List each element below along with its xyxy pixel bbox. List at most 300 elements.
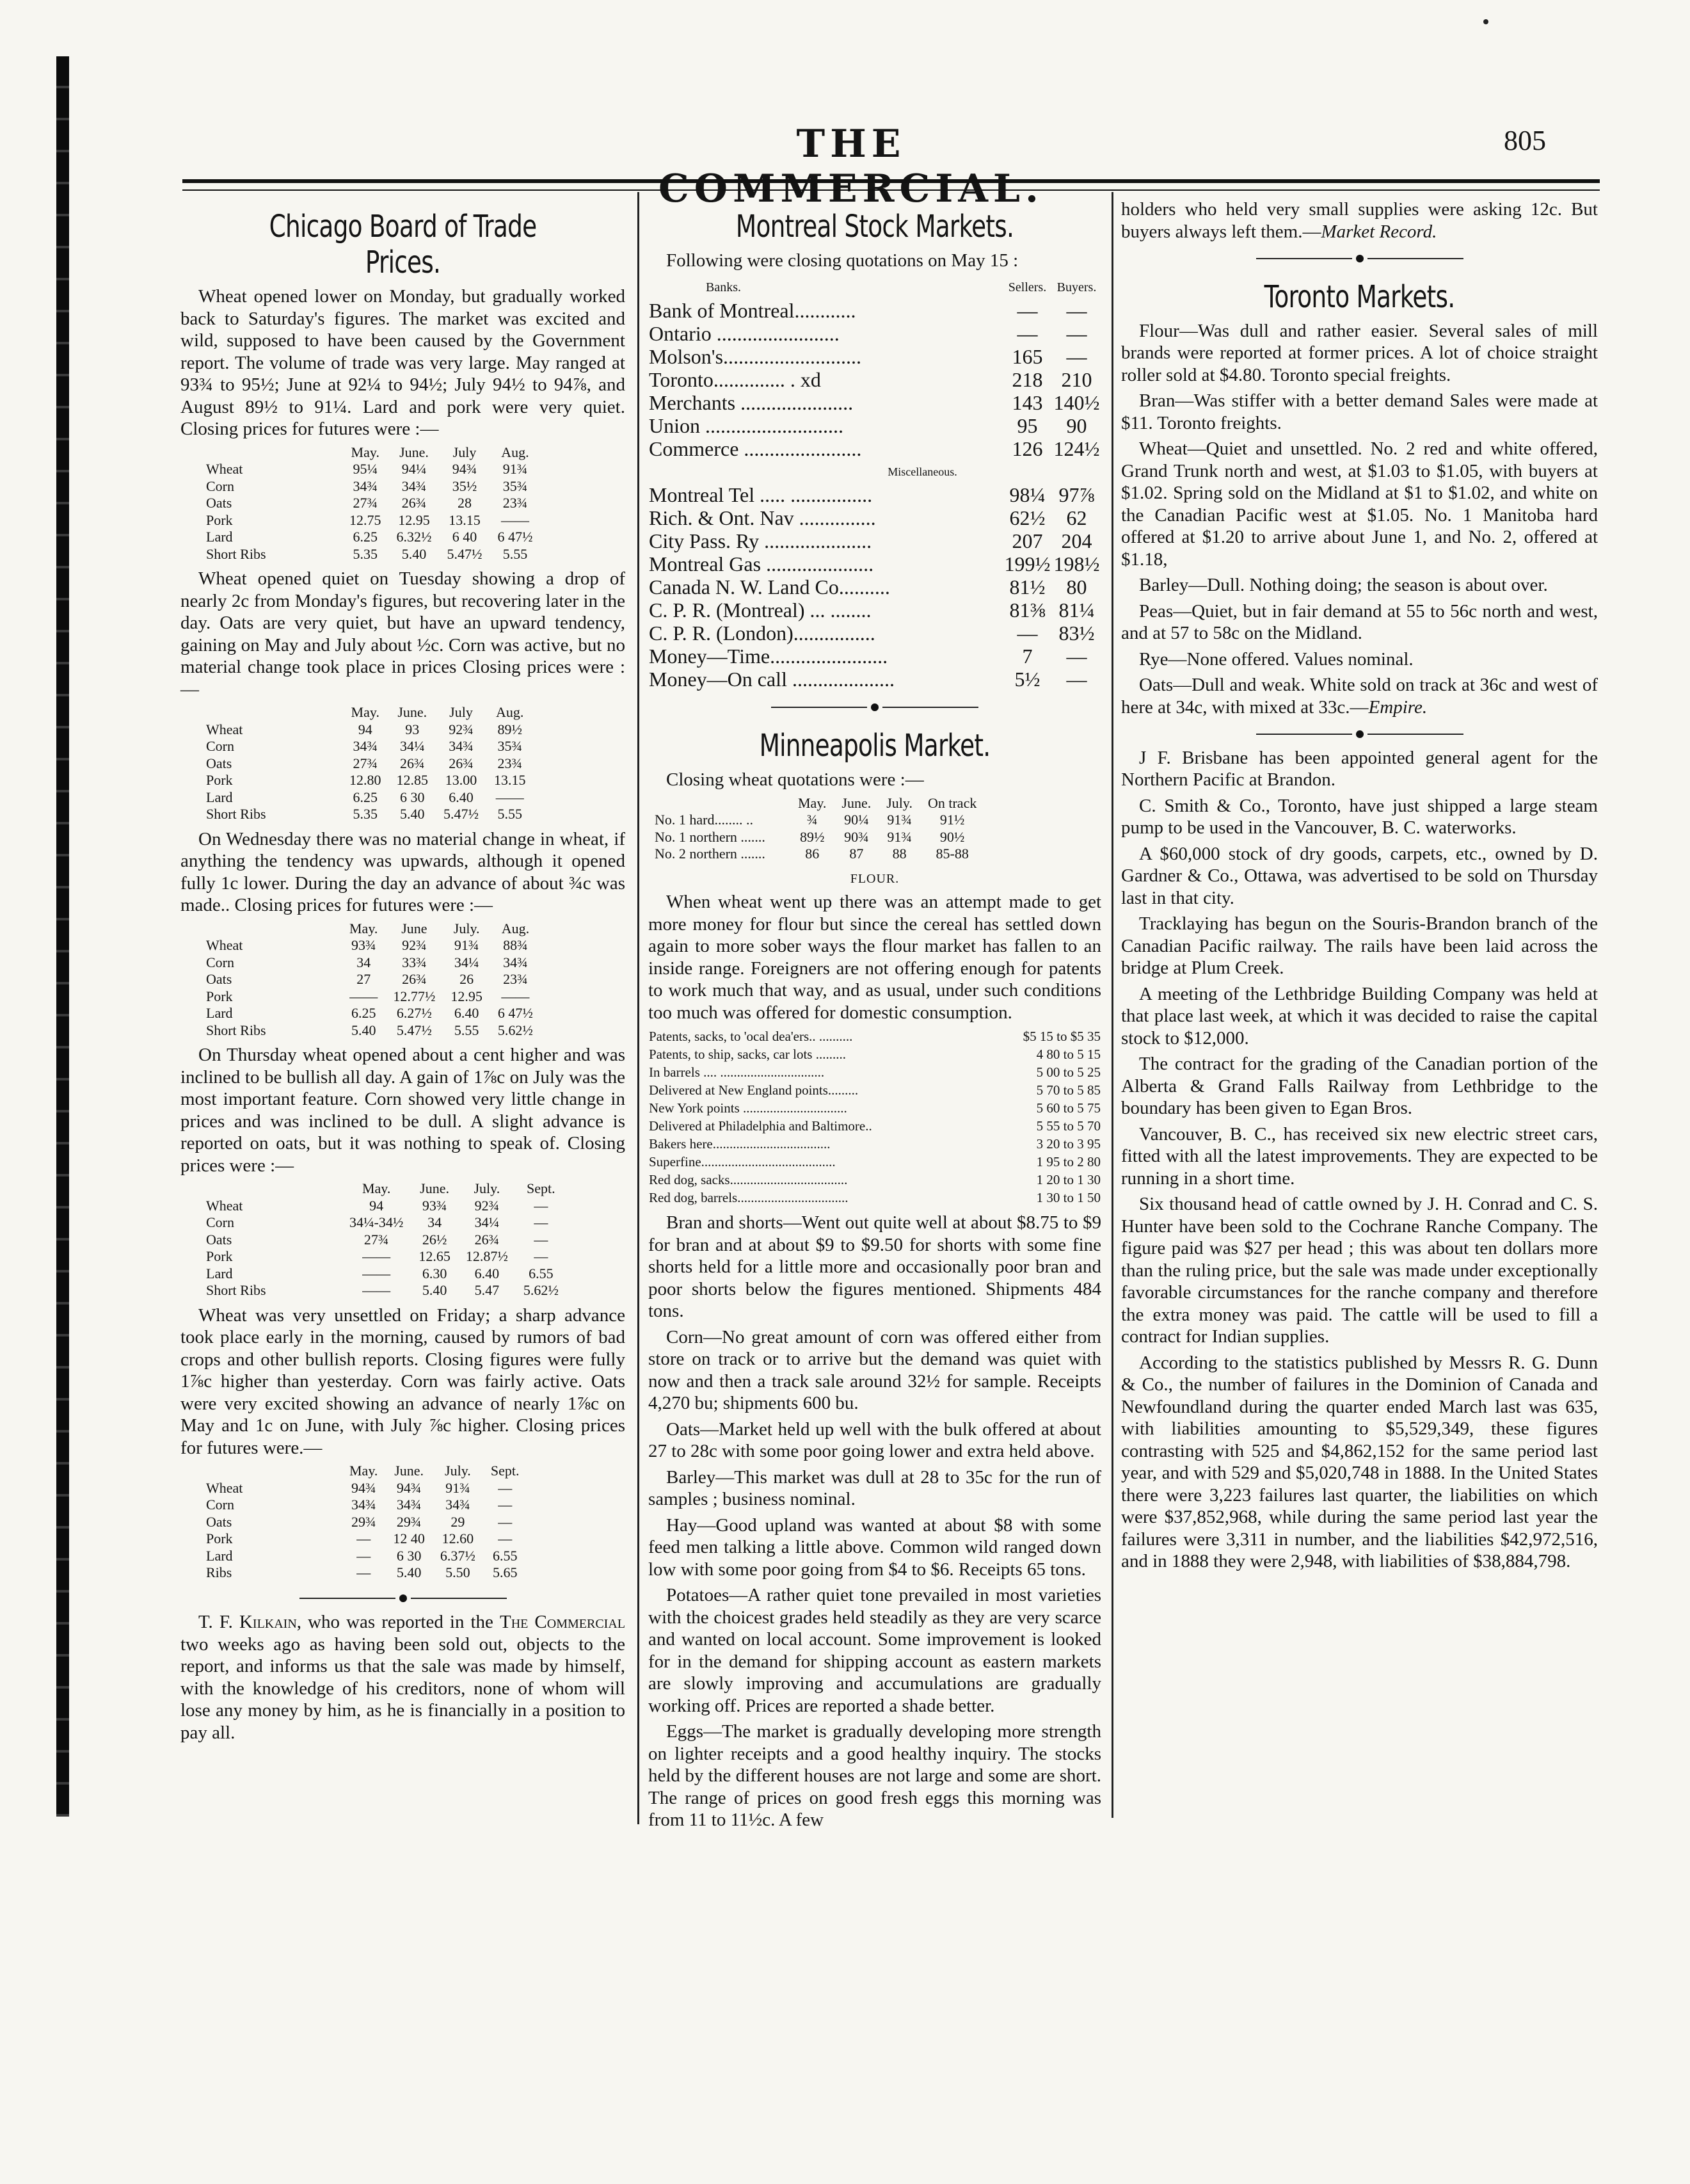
stock-row [648, 622, 1101, 645]
column-header: June. [420, 1180, 449, 1196]
commodity-label: Pork [206, 1248, 233, 1264]
toronto-market-items [1121, 320, 1598, 671]
news-paragraph: Six thousand head of cattle owned by J. H. Conrad and C. S. Hunter have been sold to the Cochrane Ranche Company. The figure paid was $27 per head ; this was about ten dollars more than the ruling price, but the sale was made under exceptionally favorable circumstances for the ranche company and therefore the extra money was paid. The cattle will be used to fill a contract for Indian supplies. [1121, 1194, 1598, 1347]
commodity-label: Wheat [206, 1479, 243, 1496]
montreal-stock-table [648, 276, 1101, 691]
column-header: July [452, 444, 477, 460]
price-cell: 29¾ [396, 1513, 422, 1530]
masthead-rule-thin [182, 189, 1600, 191]
section-separator [648, 696, 1101, 718]
price-cell: 26¾ [402, 971, 427, 987]
stock-row [648, 552, 1101, 575]
column-header: July. [474, 1180, 500, 1196]
news-paragraph: A meeting of the Lethbridge Building Company was held at that place last week, at which it was decided to raise the capital stock to $12,000. [1121, 983, 1598, 1048]
flour-grade: In barrels .... ............................... [649, 1064, 825, 1080]
price-cell: 6.25 [351, 1005, 376, 1021]
news-paragraph: C. Smith & Co., Toronto, have just shipped a large steam pump to be used in the Vancouver, B. C. waterworks. [1121, 795, 1598, 838]
price-cell: 6 30 [400, 789, 425, 805]
flour-price: 1 20 to 1 30 [1036, 1172, 1101, 1187]
price-cell: 28 [458, 495, 472, 511]
commodity-label: Corn [206, 478, 234, 494]
chicago-thursday-text: On Thursday wheat opened about a cent higher and was inclined to be bullish all day. A gain of 1⅞c on July was the most important feature. Corn showed very little change in prices and was inclined to be dull. A slight advance is reported on oats, but it was nothing to speak of. Closing prices were :— [180, 1045, 625, 1176]
newspaper-title: THE COMMERCIAL. [658, 122, 1044, 211]
flour-text: When wheat went up there was an attempt made to get more money for flour but since the cereal has settled down again to more sober ways the flour market has fallen to an inside range. Foreigners are not offering enough for patents to work much that way, and as usual, under such conditions too much was offered for domestic consumption. [648, 892, 1101, 1023]
column-header: July [449, 704, 473, 720]
column-header: Sept. [527, 1180, 555, 1196]
column-header [206, 920, 342, 938]
price-cell: 93¾ [422, 1197, 447, 1214]
stock-name: Ontario ........................ [649, 321, 840, 345]
buyers-price: 97⅞ [1058, 483, 1095, 506]
price-cell: 5.40 [400, 806, 425, 822]
price-cell: 91¾ [502, 461, 528, 477]
flour-grade: Delivered at New England points......... [649, 1082, 859, 1098]
price-cell: 5.55 [454, 1022, 479, 1038]
carryover-source: Market Record. [1321, 221, 1437, 242]
sellers-price: 62½ [1009, 506, 1046, 529]
table-row [206, 1548, 527, 1565]
carryover-text [1121, 198, 1598, 243]
price-cell: 33¾ [402, 954, 427, 970]
price-cell: 26 [459, 971, 474, 987]
table-row [206, 954, 541, 972]
chicago-monday-text: Wheat opened lower on Monday, but gradually worked back to Saturday's figures. The market was excited and wild, supposed to have been caused by the Government report. The volume of trade was very large. May ranged at 93¾ to 95½; June at 92¼ to 94½; July 94½ to 94⅞, and August 89½ to 91¼. Lard and pork were very quiet. Closing prices for futures were :— [180, 286, 625, 439]
price-cell: 26¾ [400, 755, 425, 771]
table-row [206, 1564, 527, 1582]
price-cell: 12.85 [396, 772, 428, 788]
flour-price: 1 95 to 2 80 [1036, 1154, 1101, 1169]
table-row [206, 789, 534, 807]
stock-name: Montreal Tel ..... ................ [649, 483, 873, 506]
commodity-label: Pork [206, 988, 233, 1004]
commodity-label: Oats [206, 1513, 232, 1530]
price-cell: 88¾ [503, 937, 528, 953]
price-cell: 94¾ [452, 461, 477, 477]
table-row [206, 772, 534, 789]
price-cell: 5.47½ [443, 806, 479, 822]
price-cell: 12.60 [442, 1530, 474, 1546]
price-cell: — [498, 1530, 513, 1546]
commodity-label: Oats [206, 971, 232, 987]
kilkain-name: T. F. Kilkain, [198, 1612, 302, 1632]
table-row [206, 988, 541, 1006]
table-row [206, 546, 541, 563]
table-row [655, 829, 984, 846]
commodity-label: Pork [206, 772, 233, 788]
flour-grade: Delivered at Philadelphia and Baltimore.. [649, 1118, 872, 1134]
price-cell: 94 [358, 721, 372, 737]
column-header: June [401, 920, 427, 936]
sellers-price: 81½ [1009, 575, 1046, 598]
flour-price-row [648, 1027, 1101, 1045]
chicago-tuesday-text: Wheat opened quiet on Tuesday showing a drop of nearly 2c from Monday's figures, but recovering later in the day. Oats are very quiet, but have an upward tendency, gaining on May and July about ½c. Corn was active, but no material change took place in prices Closing prices were :— [180, 568, 625, 700]
stock-table-header [648, 276, 1101, 299]
toronto-heading: Toronto Markets. [1264, 278, 1455, 315]
stock-row [648, 483, 1101, 506]
sellers-price: — [1017, 298, 1038, 322]
price-cell: —— [362, 1282, 391, 1298]
stock-name: Toronto.............. . xd [649, 367, 821, 391]
news-paragraph: Flour—Was dull and rather easier. Several sales of mill brands were reported at former prices. A lot of choice straight roller sold at $4.80. Toronto special freights. [1121, 320, 1598, 385]
table-row [206, 1022, 541, 1040]
price-cell: 94¾ [396, 1479, 422, 1496]
price-cell: 23¾ [502, 495, 528, 511]
flour-price-row [648, 1063, 1101, 1081]
commodity-label: No. 2 northern ....... [655, 846, 765, 862]
stock-row [648, 575, 1101, 598]
commodity-label: Lard [206, 1265, 233, 1281]
col-buyers: Buyers. [1056, 280, 1097, 294]
stock-name: C. P. R. (London)................ [649, 621, 875, 645]
price-cell: 6.40 [474, 1265, 500, 1281]
price-cell: 12.95 [450, 988, 482, 1004]
news-paragraph: Rye—None offered. Values nominal. [1139, 648, 1414, 670]
flour-price: $5 15 to $5 35 [1023, 1029, 1101, 1044]
masthead [0, 122, 1690, 211]
price-cell: 5.40 [422, 1282, 447, 1298]
section-separator [1121, 246, 1598, 269]
price-cell: — [498, 1513, 513, 1530]
price-cell: — [534, 1214, 548, 1230]
column-header [206, 704, 342, 721]
commodity-label: No. 1 hard........ .. [655, 812, 753, 828]
table-row [206, 512, 541, 529]
column-header [206, 444, 342, 462]
buyers-price: 124½ [1053, 437, 1100, 460]
stock-name: Bank of Montreal............ [649, 298, 856, 322]
news-paragraph: Bran—Was stiffer with a better demand Sales were made at $11. Toronto freights. [1121, 390, 1598, 433]
flour-price-row [648, 1135, 1101, 1153]
column-toronto [1121, 198, 1598, 1577]
price-cell: 12 40 [393, 1530, 425, 1546]
buyers-price: 81¼ [1058, 598, 1095, 622]
news-paragraph: J F. Brisbane has been appointed general agent for the Northern Pacific at Brandon. [1121, 747, 1598, 790]
stock-name: Union ........................... [649, 414, 843, 437]
column-header [655, 795, 790, 812]
price-cell: 29¾ [351, 1513, 376, 1530]
price-cell: 90½ [939, 828, 965, 845]
price-cell: —— [349, 988, 378, 1004]
column-header: May. [349, 1463, 378, 1479]
stock-row [648, 598, 1101, 622]
table-row [206, 1232, 566, 1249]
toronto-oats [1121, 674, 1598, 718]
table-header [206, 704, 534, 721]
stock-row [648, 345, 1101, 368]
flour-price-row [648, 1099, 1101, 1117]
price-cell: 6.25 [353, 529, 378, 545]
price-cell: 5.55 [497, 806, 522, 822]
buyers-price: 204 [1061, 529, 1092, 552]
price-cell: — [498, 1479, 513, 1496]
stock-row [648, 645, 1101, 668]
potatoes-text: Potatoes—A rather quiet tone prevailed in most varieties with the choicest grades held steadily as they are very scarce and wanted on local account. Some improvement is looked for in the demand for shipping account as eastern markets are slowly improving and accumulations are gradually working off. Prices are reported a shade better. [648, 1585, 1101, 1716]
price-cell: 23¾ [503, 971, 528, 987]
carryover-body: holders who held very small supplies were asking 12c. But buyers always left them.— [1121, 199, 1598, 242]
price-cell: 5.47½ [396, 1022, 432, 1038]
price-cell: 87 [849, 846, 864, 862]
commodity-label: Lard [206, 529, 233, 545]
table-header [206, 1463, 527, 1480]
table-row [206, 806, 534, 823]
stock-name: Rich. & Ont. Nav ............... [649, 506, 876, 529]
banks-rows [648, 299, 1101, 460]
price-cell: 23¾ [497, 755, 522, 771]
commodity-label: No. 1 northern ....... [655, 828, 765, 845]
sellers-price: — [1017, 321, 1038, 345]
flour-grade: Patents, sacks, to 'ocal dea'ers.. .......... [649, 1029, 853, 1044]
news-paragraph: Wheat—Quiet and unsettled. No. 2 red and white offered, Grand Trunk north and west, at $1.03 to $1.05, with buyers at $1.02. Spring sold on the Midland at $1 to $1.02, and white on the Canadian Pacific west at $1.05. No. 1 Manitoba hard offered at $1.20 to arrive about June 1, and No. 2, offered at $1.18, [1121, 438, 1598, 570]
price-cell: 91¾ [454, 937, 479, 953]
price-cell: 35¾ [502, 478, 528, 494]
price-cell: 91¾ [887, 812, 912, 828]
flour-grade: Red dog, sacks................................... [649, 1172, 848, 1187]
table-row [206, 937, 541, 954]
stock-row [648, 368, 1101, 391]
futures-table-monday [206, 444, 541, 563]
flour-price-row [648, 1045, 1101, 1063]
price-cell: 91½ [939, 812, 965, 828]
price-cell: —— [362, 1265, 391, 1281]
table-row [206, 738, 534, 755]
price-cell: — [534, 1197, 548, 1214]
column-header: June. [841, 794, 872, 811]
price-cell: 12.65 [419, 1248, 450, 1264]
price-cell: 6.40 [454, 1005, 479, 1021]
misc-label: Miscellaneous. [888, 465, 957, 478]
section-separator [1121, 722, 1598, 744]
commodity-label: Short Ribs [206, 806, 266, 822]
sellers-price: 95 [1017, 414, 1038, 437]
sellers-price: 143 [1012, 390, 1043, 414]
news-paragraph: Barley—Dull. Nothing doing; the season is about over. [1139, 575, 1548, 595]
table-row [206, 1265, 566, 1283]
commodity-label: Pork [206, 511, 233, 528]
price-cell: 34 [427, 1214, 442, 1230]
column-header: July. [886, 794, 913, 811]
price-cell: 26¾ [449, 755, 474, 771]
column-header: May. [349, 920, 378, 936]
price-cell: 5.62½ [497, 1022, 533, 1038]
news-paragraph: According to the statistics published by Messrs R. G. Dunn & Co., the number of failures in the Dominion of Canada and Newfoundland during the quarter ended March last was 635, with liabilities amounting to $5,529,349, these figures contrasting with 525 and $4,862,152 for the same period last year, and with 529 and $5,020,748 in 1888. In the United States there were 3,223 failures last quarter, the liabilities on which were $37,852,968, while during the same period last year the failures were 3,311 in number, and the liabilities $42,972,516, and in 1888 they were 2,948, with liabilities of $38,884,798. [1121, 1352, 1598, 1571]
commodity-label: Oats [206, 755, 232, 771]
minneapolis-heading: Minneapolis Market. [759, 728, 991, 764]
toronto-oats-source: Empire. [1368, 696, 1428, 718]
sellers-price: 81⅜ [1009, 598, 1046, 622]
price-cell: 34¾ [351, 1497, 376, 1513]
flour-price: 5 70 to 5 85 [1036, 1082, 1101, 1098]
buyers-price: — [1066, 298, 1087, 322]
price-cell: 12.95 [398, 511, 430, 528]
table-row [206, 755, 534, 773]
table-row [655, 846, 984, 863]
table-row [206, 1282, 566, 1299]
commodity-label: Pork [206, 1530, 233, 1546]
price-cell: 6 47½ [497, 1005, 533, 1021]
flour-price-row [648, 1081, 1101, 1099]
price-cell: 92¾ [449, 721, 474, 737]
price-cell: 6.32½ [396, 529, 432, 545]
futures-table-thursday [206, 1180, 566, 1299]
minneapolis-intro: Closing wheat quotations were :— [666, 769, 924, 790]
sellers-price: 165 [1012, 344, 1043, 368]
price-cell: 5.35 [353, 545, 378, 562]
commodity-label: Wheat [206, 1197, 243, 1214]
stock-row [648, 529, 1101, 552]
price-cell: 92¾ [402, 937, 427, 953]
barley-text: Barley—This market was dull at 28 to 35c for the run of samples ; business nominal. [648, 1466, 1101, 1509]
price-cell: 27¾ [363, 1231, 389, 1248]
price-cell: —— [501, 511, 529, 528]
price-cell: 95¼ [353, 461, 378, 477]
kilkain-notice [180, 1611, 625, 1744]
column-divider-1 [637, 192, 639, 1824]
column-header: June. [394, 1463, 424, 1479]
price-cell: 89½ [799, 828, 825, 845]
price-cell: — [356, 1530, 371, 1546]
price-cell: 91¾ [445, 1479, 470, 1496]
price-cell: 5.55 [502, 545, 528, 562]
price-cell: 27¾ [353, 495, 378, 511]
column-header: June. [397, 704, 427, 720]
table-row [206, 1497, 527, 1514]
price-cell: 35½ [452, 478, 477, 494]
column-header [206, 1463, 342, 1480]
price-cell: 90¼ [844, 812, 869, 828]
stock-row [648, 414, 1101, 437]
flour-price: 5 00 to 5 25 [1036, 1064, 1101, 1080]
news-paragraph: Vancouver, B. C., has received six new electric street cars, fitted with all the latest improvements. They are expected to be running in a short time. [1121, 1123, 1598, 1189]
flour-price: 5 60 to 5 75 [1036, 1100, 1101, 1116]
price-cell: 34¾ [445, 1497, 470, 1513]
commodity-label: Short Ribs [206, 545, 266, 562]
price-cell: 34¾ [449, 738, 474, 754]
col-sellers: Sellers. [1008, 280, 1047, 294]
price-cell: 94¾ [351, 1479, 376, 1496]
price-cell: —— [362, 1248, 391, 1264]
column-chicago [180, 198, 625, 1747]
stock-row [648, 299, 1101, 322]
table-row [206, 1214, 566, 1232]
column-header: June. [399, 444, 429, 460]
sellers-price: 7 [1022, 644, 1033, 668]
price-cell: 6.27½ [396, 1005, 432, 1021]
corn-text: Corn—No great amount of corn was offered either from store on track or to arrive but the demand was quiet with now and then a track sale around 32½ for sample. Receipts 4,270 bu; shipments 600 bu. [648, 1326, 1101, 1413]
column-header: July. [453, 920, 480, 936]
price-cell: 5.50 [445, 1564, 470, 1580]
price-cell: — [534, 1231, 548, 1248]
price-cell: 92¾ [474, 1197, 500, 1214]
flour-grade: Red dog, barrels................................. [649, 1190, 849, 1205]
stock-name: City Pass. Ry ..................... [649, 529, 872, 552]
commodity-label: Lard [206, 789, 233, 805]
price-cell: 5.47½ [447, 545, 482, 562]
commodity-label: Corn [206, 738, 234, 754]
sellers-price: 199½ [1004, 552, 1051, 575]
kilkain-text-a: who was reported in the [301, 1612, 500, 1632]
futures-table-friday [206, 1463, 527, 1582]
news-items [1121, 747, 1598, 1573]
column-header [206, 1180, 342, 1198]
binding-edge [56, 56, 69, 1817]
flour-grade: Bakers here................................... [649, 1136, 831, 1152]
commodity-label: Oats [206, 1231, 232, 1248]
table-row [206, 721, 534, 739]
price-cell: 6.55 [529, 1265, 554, 1281]
stock-name: Money—On call .................... [649, 667, 895, 691]
section-separator [180, 1587, 625, 1609]
minneapolis-wheat-table [655, 795, 984, 863]
price-cell: 5.62½ [523, 1282, 559, 1298]
price-cell: 89½ [497, 721, 522, 737]
stock-row [648, 506, 1101, 529]
price-cell: 35¾ [497, 738, 522, 754]
price-cell: 34¾ [353, 738, 378, 754]
table-row [206, 1480, 527, 1497]
stock-name: Money—Time....................... [649, 644, 888, 668]
commodity-label: Short Ribs [206, 1022, 266, 1038]
price-cell: 5.35 [353, 806, 378, 822]
price-cell: 6.55 [492, 1547, 518, 1564]
buyers-price: 90 [1066, 414, 1087, 437]
flour-price-row [648, 1117, 1101, 1135]
buyers-price: — [1066, 344, 1087, 368]
commodity-label: Ribs [206, 1564, 232, 1580]
price-cell: 93 [405, 721, 420, 737]
stock-name: Commerce ....................... [649, 437, 862, 460]
flour-price-row [648, 1153, 1101, 1171]
price-cell: 12.77½ [393, 988, 436, 1004]
price-cell: —— [495, 789, 524, 805]
page-number: 805 [1504, 125, 1546, 156]
price-cell: 12.87½ [465, 1248, 508, 1264]
column-header: On track [927, 794, 977, 811]
commodity-label: Oats [206, 495, 232, 511]
news-paragraph: The contract for the grading of the Canadian portion of the Alberta & Grand Falls Railway from Lethbridge to the boundary has been given to Egan Bros. [1121, 1054, 1598, 1118]
table-row [206, 495, 541, 512]
kilkain-text-b: two weeks ago as having been sold out, objects to the report, and informs us that the sale was made by himself, with the knowledge of his creditors, none of whom will lose any money by him, as he is financially in a position to pay all. [180, 1634, 625, 1743]
price-cell: 93¾ [351, 937, 376, 953]
price-cell: 94¼ [401, 461, 427, 477]
price-cell: 5.65 [492, 1564, 518, 1580]
flour-price-row [648, 1171, 1101, 1189]
price-cell: 27¾ [353, 755, 378, 771]
sellers-price: 126 [1012, 437, 1043, 460]
price-cell: 13.15 [449, 511, 481, 528]
stock-row [648, 391, 1101, 414]
price-cell: 88 [892, 846, 907, 862]
buyers-price: — [1066, 667, 1087, 691]
column-montreal-minneapolis [648, 198, 1101, 1835]
flour-price: 3 20 to 3 95 [1036, 1136, 1101, 1152]
eggs-text: Eggs—The market is gradually developing more strength on lighter receipts and a good healthy inquiry. The stocks held by the different houses are not large and some are short. The range of prices on good fresh eggs this morning was from 11 to 11½c. A few [648, 1721, 1101, 1830]
buyers-price: 80 [1066, 575, 1087, 598]
stock-row [648, 668, 1101, 691]
chicago-wednesday-text: On Wednesday there was no material change in wheat, if anything the tendency was upwards, although it opened fully 1c lower. During the day an advance of about ¾c was made.. Closing prices for futures were :— [180, 828, 625, 915]
column-header: Aug. [501, 444, 529, 460]
news-paragraph: Tracklaying has begun on the Souris-Brandon branch of the Canadian Pacific railway. The rails have been laid across the bridge at Plum Creek. [1121, 913, 1598, 978]
price-cell: — [534, 1248, 548, 1264]
toronto-oats-body: Oats—Dull and weak. White sold on track at 36c and west of here at 34c, with mixed at 33c.— [1121, 675, 1598, 718]
price-cell: 34¼ [400, 738, 425, 754]
montreal-heading: Montreal Stock Markets. [735, 209, 1014, 245]
flour-label: FLOUR. [850, 871, 900, 886]
bran-text: Bran and shorts—Went out quite well at about $8.75 to $9 for bran and at about $9 to $9.50 for shorts with some fine shorts held for a little more and occasionally poor bran and poor shorts below the figures mentioned. Shipments 484 tons. [648, 1212, 1101, 1321]
stock-name: Merchants ...................... [649, 390, 854, 414]
chicago-friday-text: Wheat was very unsettled on Friday; a sharp advance took place early in the morning, caused by rumors of bad crops and other bullish reports. Closing figures were fully 1⅞c higher than yesterday. Corn was fairly active. Oats were very excited showing an advance of nearly 1⅞c on May and 1c on June, with July ⅞c higher. Closing prices for futures were.— [180, 1305, 625, 1458]
price-cell: 6 47½ [497, 529, 533, 545]
price-cell: 90¾ [844, 828, 869, 845]
